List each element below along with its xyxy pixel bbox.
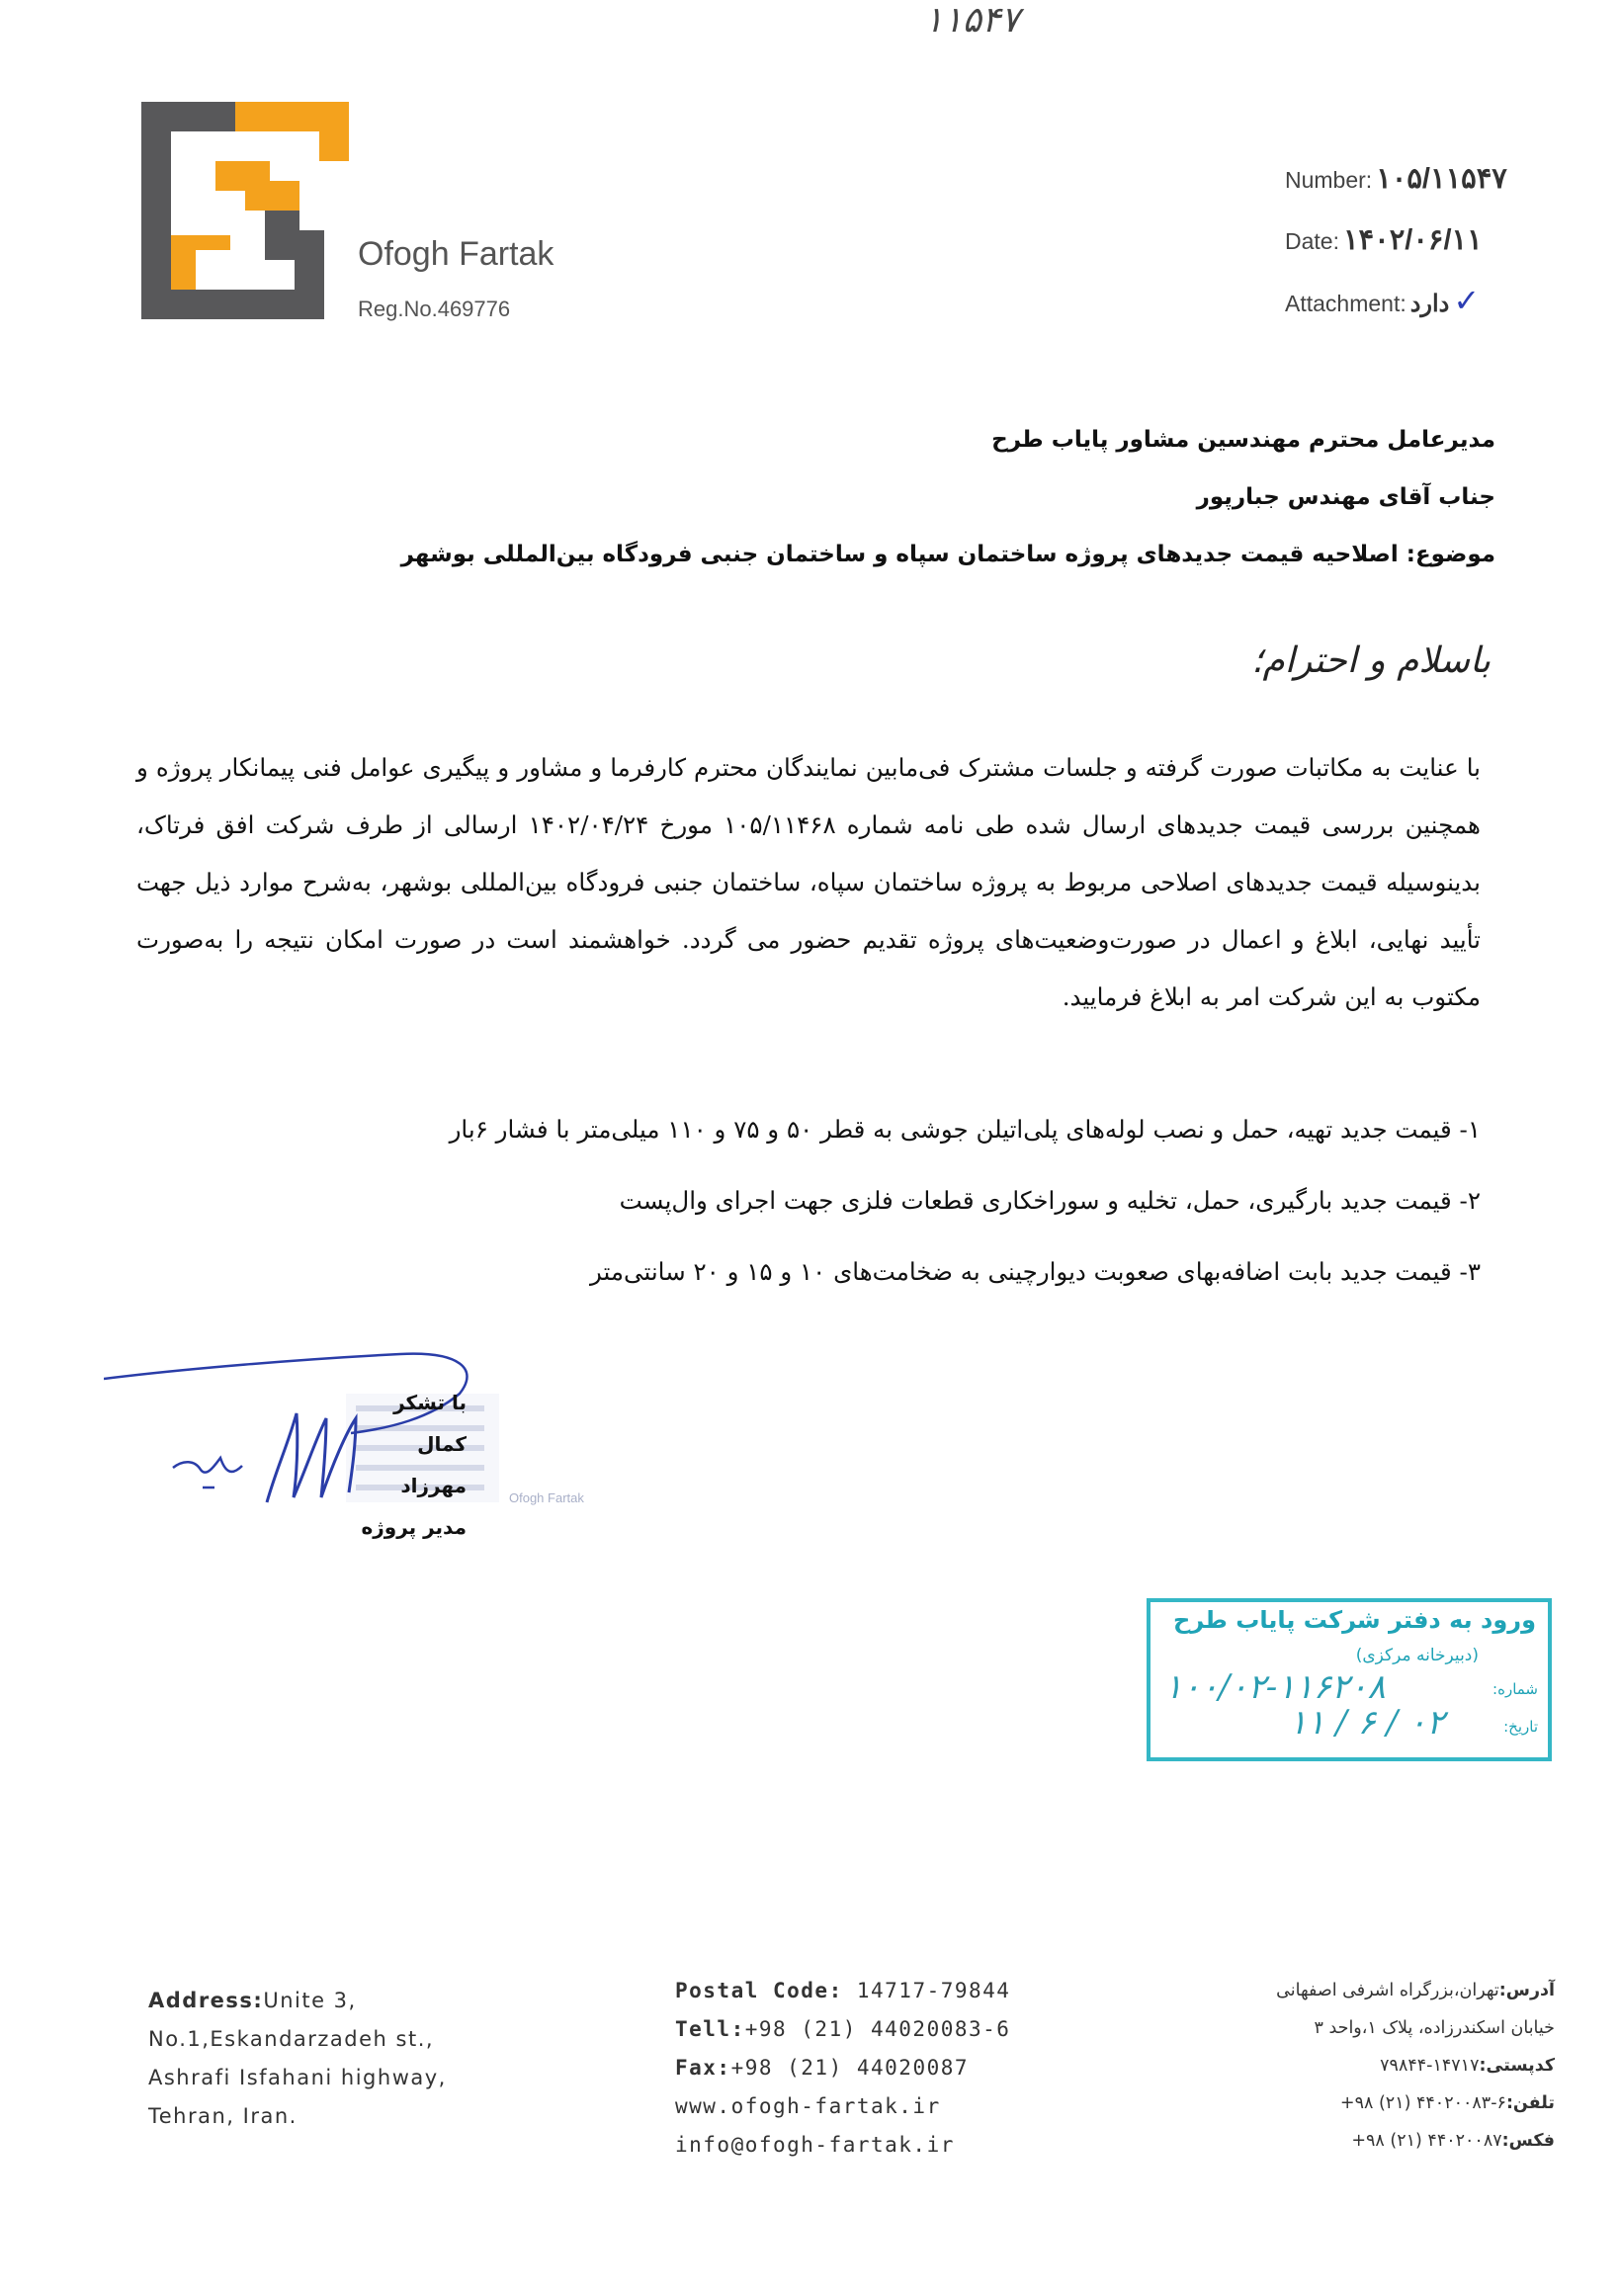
footer-fa-postal: ۱۴۷۱۷-۷۹۸۴۴ xyxy=(1380,2056,1480,2076)
subject-line: موضوع: اصلاحیه قیمت جدیدهای پروژه ساختمان سپاه و ساختمان جنبی فرودگاه بین‌المللی بوشهر xyxy=(400,542,1495,567)
signer-title: مدیر پروژه xyxy=(361,1515,467,1539)
footer-tel-value: +98 (21) 44020083-6 xyxy=(744,2017,1011,2041)
footer-fa-address-2: خیابان اسکندرزاده، پلاک ۱،واحد ۳ xyxy=(1314,2018,1555,2038)
footer-fax-label: Fax: xyxy=(675,2056,731,2080)
footer-address-line-3: Ashrafi Isfahani highway, xyxy=(148,2066,447,2089)
check-mark-icon: ✓ xyxy=(1453,283,1481,318)
handwritten-registration-number: ۱۱۵۴۷ xyxy=(924,0,1020,41)
number-value: ۱۰۵/۱۱۵۴۷ xyxy=(1376,163,1507,195)
footer-fa-fax: ۴۴۰۲۰۰۸۷ (۲۱) ۹۸+ xyxy=(1351,2131,1502,2151)
recipient-line-2: جناب آقای مهندس جبارپور xyxy=(1196,484,1495,510)
footer-website-link[interactable]: www.ofogh-fartak.ir xyxy=(675,2094,941,2118)
letter-number-row xyxy=(1285,161,1507,196)
footer-address-line-1: Unite 3, xyxy=(263,1989,357,2012)
footer-address-line-4: Tehran, Iran. xyxy=(148,2104,298,2128)
footer-fa-postal-label: کدپستی: xyxy=(1479,2056,1555,2076)
footer-fax-value: +98 (21) 44020087 xyxy=(730,2056,970,2080)
footer-fa-address-1: تهران،بزرگراه اشرفی اصفهانی xyxy=(1276,1981,1499,2000)
faint-stamp-company: Ofogh Fartak xyxy=(509,1490,584,1505)
footer-fa-tel-label: تلفن: xyxy=(1505,2093,1555,2113)
registration-number: Reg.No.469776 xyxy=(358,297,511,321)
footer-english-address xyxy=(148,1982,447,2136)
company-logo xyxy=(141,102,349,319)
stamp-number-label: شماره: xyxy=(1492,1680,1538,1698)
date-label: Date: xyxy=(1285,228,1339,254)
stamp-date-value: ۱۱ / ۶ / ۰۲ xyxy=(1289,1703,1445,1743)
item-2: ۲- قیمت جدید بارگیری، حمل، تخلیه و سوراخکاری قطعات فلزی جهت اجرای وال‌پست xyxy=(619,1186,1481,1215)
stamp-number-value: ۱۰۰/۰۲-۱۱۶۲۰۸ xyxy=(1164,1667,1386,1707)
footer-address-label: Address: xyxy=(148,1989,264,2012)
attachment-value: دارد xyxy=(1409,291,1450,317)
footer-fa-address-label: آدرس: xyxy=(1498,1981,1555,2000)
footer-fa-tel: ۶-۴۴۰۲۰۰۸۳ (۲۱) ۹۸+ xyxy=(1339,2093,1506,2113)
letter-date-row xyxy=(1285,222,1483,257)
stamp-subtitle: (دبیرخانه مرکزی) xyxy=(1355,1646,1479,1665)
item-1: ۱- قیمت جدید تهیه، حمل و نصب لوله‌های پلی‌اتیلن جوشی به قطر ۵۰ و ۷۵ و ۱۱۰ میلی‌متر با فشار ۶بار xyxy=(449,1115,1481,1144)
recipient-line-1: مدیرعامل محترم مهندسین مشاور پایاب طرح xyxy=(991,427,1495,453)
item-3: ۳- قیمت جدید بابت اضافه‌بهای صعوبت دیوارچینی به ضخامت‌های ۱۰ و ۱۵ و ۲۰ سانتی‌متر xyxy=(590,1257,1481,1286)
body-paragraph: با عنایت به مکاتبات صورت گرفته و جلسات مشترک فی‌مابین نمایندگان محترم کارفرما و مشاور و پیگیری عوامل فنی پیمانکار پروژه و همچنین بررسی قیمت جدیدهای ارسال شده طی نامه شماره ۱۰۵/۱۱۴۶۸ مورخ ۱۴۰۲/۰۴/۲۴ ارسالی از طرف شرکت افق فرتاک، بدینوسیله قیمت جدیدهای اصلاحی مربوط به پروژه ساختمان سپاه، ساختمان جنبی فرودگاه بین‌المللی بوشهر، به‌شرح موارد ذیل جهت تأیید نهایی، ابلاغ و اعمال در صورت‌وضعیت‌های پروژه تقدیم حضور می گردد. خواهشمند است در صورت امکان نتیجه را به‌صورت مکتوب به این شرکت امر به ابلاغ فرمایید. xyxy=(136,753,1481,1011)
date-value: ۱۴۰۲/۰۶/۱۱ xyxy=(1342,224,1483,256)
stamp-title: ورود به دفتر شرکت پایاب طرح xyxy=(1173,1606,1536,1634)
number-label: Number: xyxy=(1285,167,1373,193)
stamp-date-label: تاریخ: xyxy=(1503,1718,1538,1736)
footer-email-link[interactable]: info@ofogh-fartak.ir xyxy=(675,2133,955,2157)
receipt-stamp xyxy=(1147,1598,1552,1761)
attachment-row xyxy=(1285,282,1480,319)
footer-address-line-2: No.1,Eskandarzadeh st., xyxy=(148,2027,435,2051)
footer-persian-address xyxy=(1276,1972,1555,2160)
footer-tel-label: Tell: xyxy=(675,2017,745,2041)
signature-block xyxy=(348,1382,467,1548)
footer-contact xyxy=(675,1972,1010,2165)
footer-postal-value: 14717-79844 xyxy=(856,1979,1011,2002)
greeting: باسلام و احترام؛ xyxy=(1251,640,1491,681)
footer-postal-label: Postal Code: xyxy=(675,1979,843,2002)
signer-name: کمال مهرزاد xyxy=(400,1432,467,1497)
attachment-label: Attachment: xyxy=(1285,291,1406,316)
company-name: Ofogh Fartak xyxy=(358,235,554,273)
footer-fa-fax-label: فکس: xyxy=(1501,2131,1555,2151)
closing-text: با تشکر xyxy=(393,1391,467,1414)
